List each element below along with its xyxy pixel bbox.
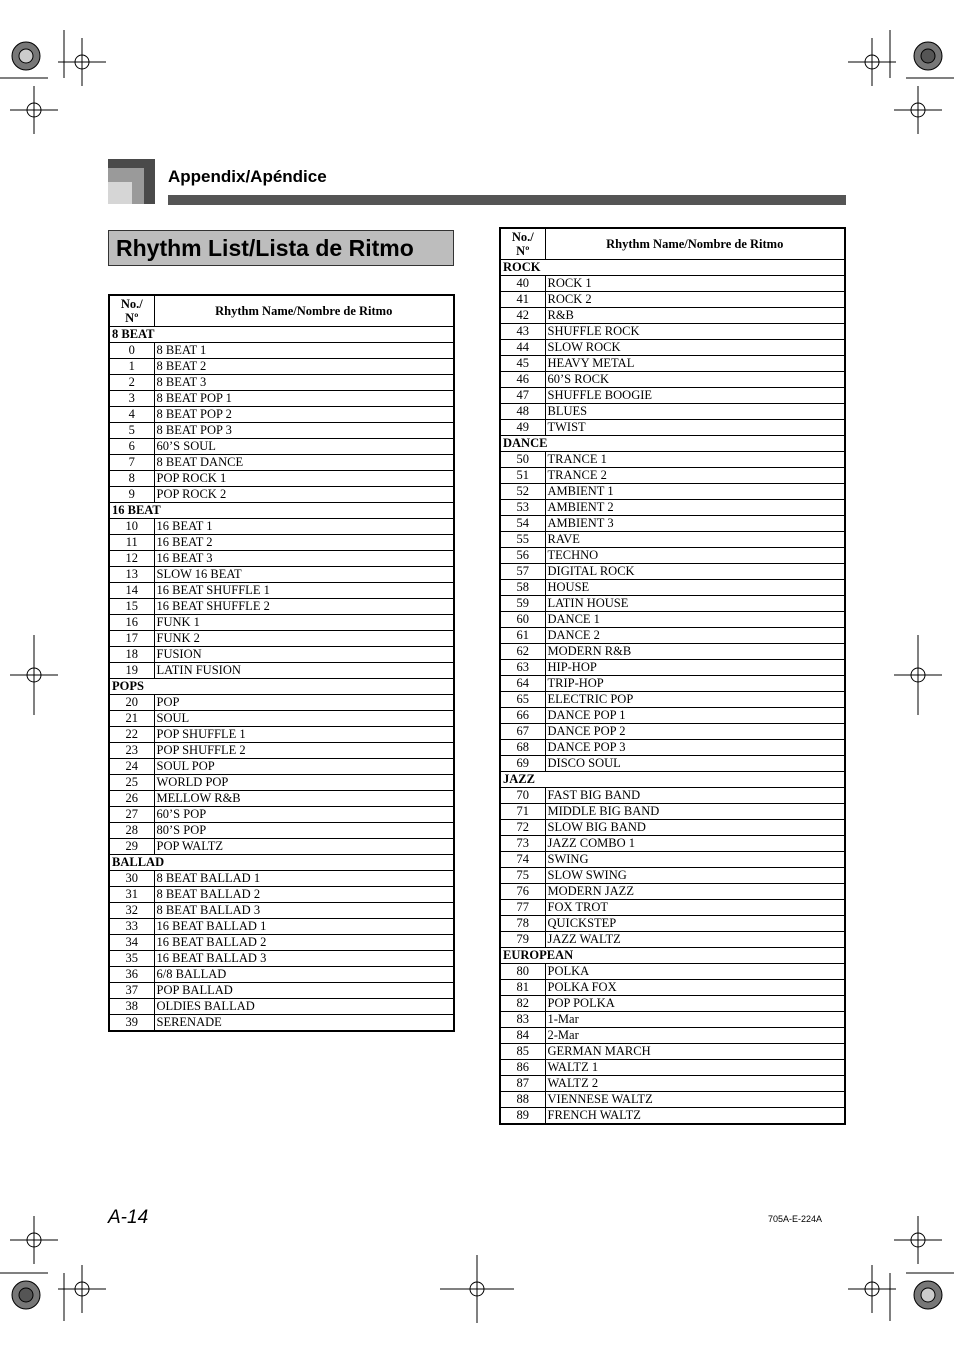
- category-label: 8 BEAT: [109, 326, 454, 342]
- rhythm-name: 8 BEAT POP 3: [154, 422, 454, 438]
- rhythm-number: 16: [109, 614, 154, 630]
- rhythm-number: 7: [109, 454, 154, 470]
- rhythm-number: 21: [109, 710, 154, 726]
- rhythm-number: 71: [500, 803, 545, 819]
- page-title: Rhythm List/Lista de Ritmo: [116, 235, 414, 261]
- rhythm-number: 25: [109, 774, 154, 790]
- rhythm-number: 0: [109, 342, 154, 358]
- rhythm-name: ROCK 2: [545, 291, 845, 307]
- rhythm-number: 22: [109, 726, 154, 742]
- category-label: JAZZ: [500, 771, 845, 787]
- rhythm-name: DANCE POP 1: [545, 707, 845, 723]
- rhythm-name: 6/8 BALLAD: [154, 966, 454, 982]
- rhythm-number: 31: [109, 886, 154, 902]
- rhythm-number: 11: [109, 534, 154, 550]
- rhythm-name: 80’S POP: [154, 822, 454, 838]
- rhythm-number: 33: [109, 918, 154, 934]
- rhythm-number: 15: [109, 598, 154, 614]
- no-header: No./ Nº: [109, 295, 154, 326]
- rhythm-name: SERENADE: [154, 1014, 454, 1031]
- rhythm-number: 82: [500, 995, 545, 1011]
- rhythm-number: 44: [500, 339, 545, 355]
- category-label: ROCK: [500, 259, 845, 275]
- rhythm-name: VIENNESE WALTZ: [545, 1091, 845, 1107]
- rhythm-number: 42: [500, 307, 545, 323]
- rhythm-number: 51: [500, 467, 545, 483]
- rhythm-number: 60: [500, 611, 545, 627]
- rhythm-name: TRANCE 1: [545, 451, 845, 467]
- rhythm-name: 16 BEAT BALLAD 3: [154, 950, 454, 966]
- rhythm-name: POP ROCK 2: [154, 486, 454, 502]
- category-label: 16 BEAT: [109, 502, 454, 518]
- rhythm-number: 41: [500, 291, 545, 307]
- rhythm-name: POLKA: [545, 963, 845, 979]
- rhythm-number: 81: [500, 979, 545, 995]
- rhythm-name: WORLD POP: [154, 774, 454, 790]
- rhythm-name: FRENCH WALTZ: [545, 1107, 845, 1124]
- rhythm-name: DANCE 1: [545, 611, 845, 627]
- rhythm-name: 16 BEAT 2: [154, 534, 454, 550]
- rhythm-number: 86: [500, 1059, 545, 1075]
- rhythm-name: SOUL POP: [154, 758, 454, 774]
- rhythm-number: 74: [500, 851, 545, 867]
- rhythm-number: 12: [109, 550, 154, 566]
- rhythm-name: SLOW BIG BAND: [545, 819, 845, 835]
- rhythm-number: 57: [500, 563, 545, 579]
- rhythm-number: 61: [500, 627, 545, 643]
- rhythm-number: 40: [500, 275, 545, 291]
- rhythm-name: FUSION: [154, 646, 454, 662]
- rhythm-number: 59: [500, 595, 545, 611]
- rhythm-name: ELECTRIC POP: [545, 691, 845, 707]
- rhythm-name: DANCE POP 3: [545, 739, 845, 755]
- rhythm-number: 56: [500, 547, 545, 563]
- rhythm-number: 50: [500, 451, 545, 467]
- rhythm-name: MIDDLE BIG BAND: [545, 803, 845, 819]
- rhythm-name: 60’S POP: [154, 806, 454, 822]
- rhythm-number: 38: [109, 998, 154, 1014]
- rhythm-name: 8 BEAT 2: [154, 358, 454, 374]
- rhythm-name: DIGITAL ROCK: [545, 563, 845, 579]
- rhythm-name: FUNK 1: [154, 614, 454, 630]
- rhythm-number: 54: [500, 515, 545, 531]
- rhythm-name: 8 BEAT DANCE: [154, 454, 454, 470]
- rhythm-name: SOUL: [154, 710, 454, 726]
- rhythm-name: LATIN HOUSE: [545, 595, 845, 611]
- rhythm-number: 32: [109, 902, 154, 918]
- rhythm-name: 8 BEAT BALLAD 3: [154, 902, 454, 918]
- rhythm-number: 27: [109, 806, 154, 822]
- rhythm-number: 76: [500, 883, 545, 899]
- rhythm-name: POP SHUFFLE 2: [154, 742, 454, 758]
- rhythm-number: 19: [109, 662, 154, 678]
- rhythm-name: R&B: [545, 307, 845, 323]
- rhythm-number: 66: [500, 707, 545, 723]
- rhythm-name: TRANCE 2: [545, 467, 845, 483]
- rhythm-number: 73: [500, 835, 545, 851]
- name-header: Rhythm Name/Nombre de Ritmo: [154, 295, 454, 326]
- rhythm-number: 43: [500, 323, 545, 339]
- rhythm-name: POP POLKA: [545, 995, 845, 1011]
- rhythm-number: 89: [500, 1107, 545, 1124]
- rhythm-number: 14: [109, 582, 154, 598]
- category-label: POPS: [109, 678, 454, 694]
- rhythm-number: 6: [109, 438, 154, 454]
- rhythm-number: 62: [500, 643, 545, 659]
- rhythm-name: SHUFFLE BOOGIE: [545, 387, 845, 403]
- rhythm-name: 8 BEAT POP 2: [154, 406, 454, 422]
- rhythm-number: 65: [500, 691, 545, 707]
- page-number: A-14: [108, 1207, 149, 1228]
- rhythm-name: BLUES: [545, 403, 845, 419]
- rhythm-name: 16 BEAT BALLAD 2: [154, 934, 454, 950]
- rhythm-number: 85: [500, 1043, 545, 1059]
- rhythm-number: 64: [500, 675, 545, 691]
- rhythm-number: 63: [500, 659, 545, 675]
- rhythm-name: DANCE POP 2: [545, 723, 845, 739]
- rhythm-name: TECHNO: [545, 547, 845, 563]
- rhythm-number: 13: [109, 566, 154, 582]
- rhythm-name: WALTZ 1: [545, 1059, 845, 1075]
- rhythm-name: SLOW 16 BEAT: [154, 566, 454, 582]
- rhythm-name: 8 BEAT 1: [154, 342, 454, 358]
- rhythm-number: 72: [500, 819, 545, 835]
- rhythm-number: 39: [109, 1014, 154, 1031]
- rhythm-name: 1-Mar: [545, 1011, 845, 1027]
- rhythm-name: RAVE: [545, 531, 845, 547]
- no-header: No./ Nº: [500, 228, 545, 259]
- rhythm-number: 84: [500, 1027, 545, 1043]
- rhythm-number: 10: [109, 518, 154, 534]
- rhythm-number: 17: [109, 630, 154, 646]
- rhythm-name: FUNK 2: [154, 630, 454, 646]
- rhythm-number: 55: [500, 531, 545, 547]
- rhythm-name: HEAVY METAL: [545, 355, 845, 371]
- rhythm-name: 16 BEAT SHUFFLE 1: [154, 582, 454, 598]
- rhythm-number: 83: [500, 1011, 545, 1027]
- category-label: DANCE: [500, 435, 845, 451]
- rhythm-number: 23: [109, 742, 154, 758]
- rhythm-number: 3: [109, 390, 154, 406]
- rhythm-name: MODERN JAZZ: [545, 883, 845, 899]
- rhythm-name: 16 BEAT 1: [154, 518, 454, 534]
- rhythm-name: TWIST: [545, 419, 845, 435]
- rhythm-number: 2: [109, 374, 154, 390]
- rhythm-name: DISCO SOUL: [545, 755, 845, 771]
- rhythm-number: 20: [109, 694, 154, 710]
- rhythm-number: 37: [109, 982, 154, 998]
- rhythm-number: 48: [500, 403, 545, 419]
- rhythm-name: DANCE 2: [545, 627, 845, 643]
- rhythm-name: HOUSE: [545, 579, 845, 595]
- rhythm-number: 77: [500, 899, 545, 915]
- category-label: EUROPEAN: [500, 947, 845, 963]
- rhythm-name: AMBIENT 1: [545, 483, 845, 499]
- rhythm-name: POP WALTZ: [154, 838, 454, 854]
- name-header: Rhythm Name/Nombre de Ritmo: [545, 228, 845, 259]
- rhythm-number: 79: [500, 931, 545, 947]
- rhythm-number: 69: [500, 755, 545, 771]
- rhythm-name: POP SHUFFLE 1: [154, 726, 454, 742]
- rhythm-name: 16 BEAT 3: [154, 550, 454, 566]
- rhythm-number: 26: [109, 790, 154, 806]
- rhythm-number: 68: [500, 739, 545, 755]
- rhythm-number: 80: [500, 963, 545, 979]
- rhythm-name: AMBIENT 2: [545, 499, 845, 515]
- rhythm-number: 78: [500, 915, 545, 931]
- rhythm-name: 60’S SOUL: [154, 438, 454, 454]
- rhythm-number: 47: [500, 387, 545, 403]
- rhythm-number: 46: [500, 371, 545, 387]
- rhythm-number: 58: [500, 579, 545, 595]
- rhythm-name: FAST BIG BAND: [545, 787, 845, 803]
- rhythm-name: POP ROCK 1: [154, 470, 454, 486]
- rhythm-number: 45: [500, 355, 545, 371]
- rhythm-number: 8: [109, 470, 154, 486]
- rhythm-name: 16 BEAT BALLAD 1: [154, 918, 454, 934]
- rhythm-number: 34: [109, 934, 154, 950]
- category-label: BALLAD: [109, 854, 454, 870]
- rhythm-number: 75: [500, 867, 545, 883]
- rhythm-number: 35: [109, 950, 154, 966]
- rhythm-name: OLDIES BALLAD: [154, 998, 454, 1014]
- rhythm-name: 8 BEAT POP 1: [154, 390, 454, 406]
- rhythm-name: TRIP-HOP: [545, 675, 845, 691]
- rhythm-number: 49: [500, 419, 545, 435]
- rhythm-number: 67: [500, 723, 545, 739]
- rhythm-number: 30: [109, 870, 154, 886]
- rhythm-number: 70: [500, 787, 545, 803]
- rhythm-number: 52: [500, 483, 545, 499]
- rhythm-name: HIP-HOP: [545, 659, 845, 675]
- rhythm-name: SLOW SWING: [545, 867, 845, 883]
- rhythm-name: GERMAN MARCH: [545, 1043, 845, 1059]
- rhythm-name: QUICKSTEP: [545, 915, 845, 931]
- rhythm-number: 88: [500, 1091, 545, 1107]
- rhythm-number: 4: [109, 406, 154, 422]
- rhythm-number: 9: [109, 486, 154, 502]
- rhythm-name: ROCK 1: [545, 275, 845, 291]
- rhythm-name: SLOW ROCK: [545, 339, 845, 355]
- rhythm-name: POLKA FOX: [545, 979, 845, 995]
- rhythm-number: 5: [109, 422, 154, 438]
- rhythm-name: MELLOW R&B: [154, 790, 454, 806]
- rhythm-number: 87: [500, 1075, 545, 1091]
- rhythm-name: 8 BEAT BALLAD 2: [154, 886, 454, 902]
- document-code: 705A-E-224A: [768, 1214, 823, 1224]
- rhythm-name: 2-Mar: [545, 1027, 845, 1043]
- rhythm-name: SHUFFLE ROCK: [545, 323, 845, 339]
- rhythm-number: 29: [109, 838, 154, 854]
- rhythm-number: 18: [109, 646, 154, 662]
- rhythm-number: 24: [109, 758, 154, 774]
- rhythm-name: LATIN FUSION: [154, 662, 454, 678]
- rhythm-name: SWING: [545, 851, 845, 867]
- rhythm-name: 16 BEAT SHUFFLE 2: [154, 598, 454, 614]
- rhythm-number: 28: [109, 822, 154, 838]
- rhythm-name: POP: [154, 694, 454, 710]
- rhythm-name: JAZZ COMBO 1: [545, 835, 845, 851]
- rhythm-number: 53: [500, 499, 545, 515]
- rhythm-name: FOX TROT: [545, 899, 845, 915]
- rhythm-name: WALTZ 2: [545, 1075, 845, 1091]
- rhythm-number: 1: [109, 358, 154, 374]
- section-title: Appendix/Apéndice: [168, 167, 327, 186]
- rhythm-name: MODERN R&B: [545, 643, 845, 659]
- rhythm-name: AMBIENT 3: [545, 515, 845, 531]
- rhythm-name: JAZZ WALTZ: [545, 931, 845, 947]
- rhythm-number: 36: [109, 966, 154, 982]
- rhythm-name: 8 BEAT BALLAD 1: [154, 870, 454, 886]
- rhythm-name: 8 BEAT 3: [154, 374, 454, 390]
- rhythm-name: 60’S ROCK: [545, 371, 845, 387]
- rhythm-name: POP BALLAD: [154, 982, 454, 998]
